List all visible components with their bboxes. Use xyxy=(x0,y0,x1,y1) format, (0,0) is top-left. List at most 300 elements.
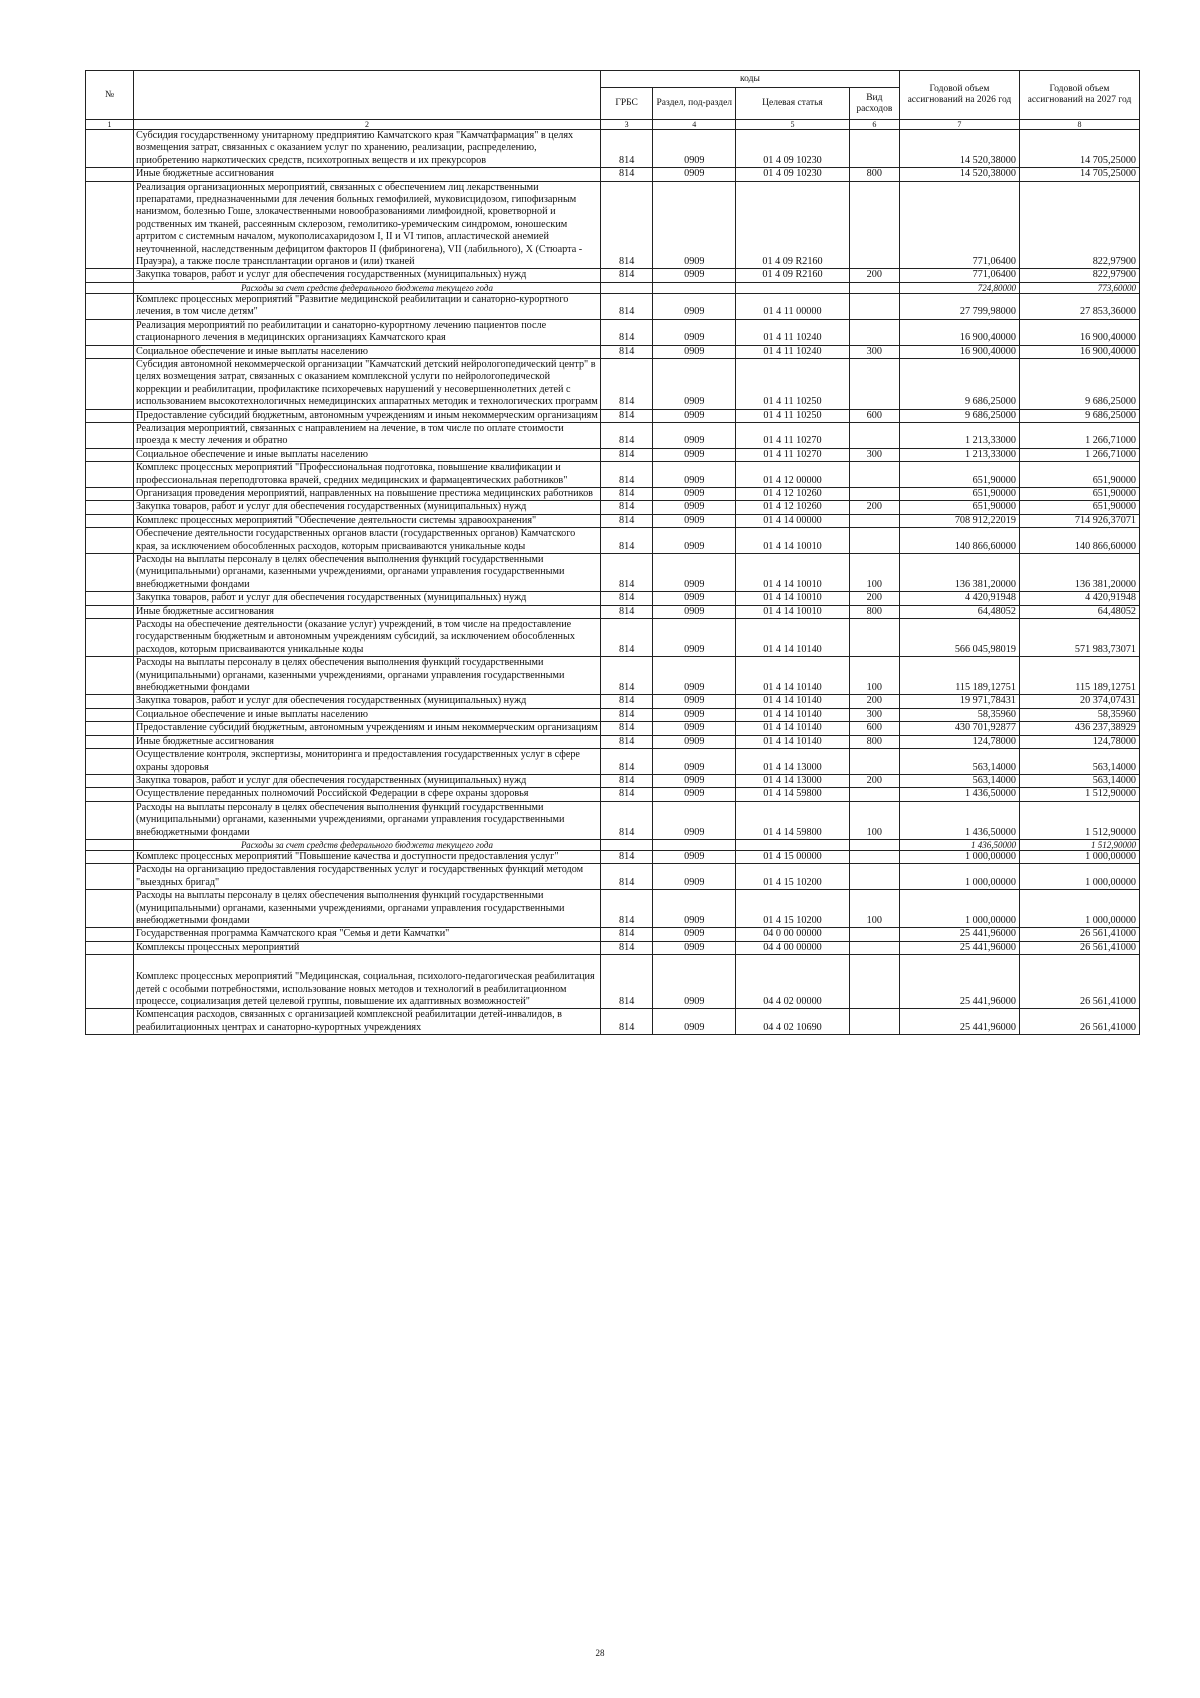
row-type xyxy=(849,282,899,293)
row-amount-2027: 20 374,07431 xyxy=(1019,695,1139,708)
row-amount-2027: 773,60000 xyxy=(1019,282,1139,293)
num-cell xyxy=(86,487,134,500)
row-amount-2027: 115 189,12751 xyxy=(1019,657,1139,695)
row-section: 0909 xyxy=(653,955,736,1009)
row-grbs: 814 xyxy=(600,605,652,618)
row-grbs: 814 xyxy=(600,722,652,735)
row-grbs: 814 xyxy=(600,528,652,554)
row-amount-2027: 1 266,71000 xyxy=(1019,448,1139,461)
header-num: № xyxy=(86,71,134,120)
row-name: Расходы на организацию предоставления государственных услуг и государственных функций методом "выездных бригад" xyxy=(134,864,601,890)
row-amount-2026: 14 520,38000 xyxy=(899,168,1019,181)
row-name: Социальное обеспечение и иные выплаты населению xyxy=(134,708,601,721)
row-grbs: 814 xyxy=(600,168,652,181)
row-amount-2027: 1 512,90000 xyxy=(1019,839,1139,850)
num-cell xyxy=(86,955,134,1009)
row-name: Комплекс процессных мероприятий "Обеспечение деятельности системы здравоохранения" xyxy=(134,514,601,527)
row-grbs: 814 xyxy=(600,293,652,319)
num-cell xyxy=(86,269,134,282)
row-type xyxy=(849,749,899,775)
row-amount-2026: 771,06400 xyxy=(899,181,1019,269)
row-name: Комплексы процессных мероприятий xyxy=(134,941,601,954)
row-section: 0909 xyxy=(653,422,736,448)
row-target: 01 4 14 10140 xyxy=(736,695,849,708)
header-name xyxy=(134,71,601,120)
row-amount-2026: 651,90000 xyxy=(899,487,1019,500)
row-name: Субсидия автономной некоммерческой организации "Камчатский детский нейрологопедический центр" в целях возмещения затрат, связанных с оказанием комплексной услуги по нейрологопедической коррекции и реабилитации, профилактике психоречевых нарушений у несовершеннолетних детей с использованием высокотехнологичных немедицинских аппаратных методик и технологических программ xyxy=(134,358,601,409)
row-section: 0909 xyxy=(653,801,736,839)
row-target: 01 4 11 10240 xyxy=(736,345,849,358)
row-target: 01 4 14 59800 xyxy=(736,788,849,801)
row-target: 01 4 14 10140 xyxy=(736,722,849,735)
row-amount-2027: 9 686,25000 xyxy=(1019,409,1139,422)
table-row xyxy=(86,928,1140,941)
row-name: Расходы на выплаты персоналу в целях обеспечения выполнения функций государственными (муниципальными) органами, казенными учреждениями, органами управления государственными внебюджетными фондами xyxy=(134,554,601,592)
row-grbs: 814 xyxy=(600,181,652,269)
row-target: 01 4 14 10140 xyxy=(736,735,849,748)
row-amount-2027: 563,14000 xyxy=(1019,749,1139,775)
row-target: 01 4 09 10230 xyxy=(736,168,849,181)
header-section: Раздел, под-раздел xyxy=(653,88,736,120)
row-grbs: 814 xyxy=(600,462,652,488)
row-name: Обеспечение деятельности государственных органов власти (государственных органов) Камчатского края, за исключением обособленных расходов, которым присваиваются уникальные коды xyxy=(134,528,601,554)
table-row xyxy=(86,864,1140,890)
row-type xyxy=(849,864,899,890)
row-type: 100 xyxy=(849,801,899,839)
row-amount-2027: 822,97900 xyxy=(1019,181,1139,269)
table-row xyxy=(86,168,1140,181)
row-target: 01 4 15 10200 xyxy=(736,864,849,890)
row-grbs: 814 xyxy=(600,448,652,461)
row-type: 200 xyxy=(849,592,899,605)
num-cell xyxy=(86,850,134,863)
row-name: Комплекс процессных мероприятий "Медицинская, социальная, психолого-педагогическая реабилитация детей с особыми потребностями, использование новых методов и технологий в реабилитационном процессе, социализация детей целевой группы, повышение их адаптивных возможностей" xyxy=(134,955,601,1009)
row-grbs: 814 xyxy=(600,941,652,954)
row-amount-2027: 16 900,40000 xyxy=(1019,345,1139,358)
num-cell xyxy=(86,801,134,839)
row-amount-2027: 26 561,41000 xyxy=(1019,955,1139,1009)
table-row xyxy=(86,462,1140,488)
row-type xyxy=(849,850,899,863)
row-type: 100 xyxy=(849,657,899,695)
num-cell xyxy=(86,462,134,488)
num-cell xyxy=(86,358,134,409)
row-target: 04 0 00 00000 xyxy=(736,928,849,941)
row-name: Закупка товаров, работ и услуг для обеспечения государственных (муниципальных) нужд xyxy=(134,269,601,282)
row-amount-2026: 430 701,92877 xyxy=(899,722,1019,735)
row-name: Организация проведения мероприятий, направленных на повышение престижа медицинских работников xyxy=(134,487,601,500)
header-2026: Годовой объем ассигнований на 2026 год xyxy=(899,71,1019,120)
table-row xyxy=(86,592,1140,605)
row-type xyxy=(849,788,899,801)
row-amount-2027: 1 000,00000 xyxy=(1019,890,1139,928)
table-row xyxy=(86,181,1140,269)
row-name: Реализация мероприятий по реабилитации и санаторно-курортному лечению пациентов после стационарного лечения в медицинских организациях Камчатского края xyxy=(134,319,601,345)
row-section: 0909 xyxy=(653,554,736,592)
row-name: Осуществление контроля, экспертизы, мониторинга и предоставления государственных услуг в сфере охраны здоровья xyxy=(134,749,601,775)
row-target: 01 4 12 10260 xyxy=(736,501,849,514)
row-amount-2027: 651,90000 xyxy=(1019,501,1139,514)
row-grbs: 814 xyxy=(600,514,652,527)
row-amount-2027: 26 561,41000 xyxy=(1019,928,1139,941)
num-cell xyxy=(86,722,134,735)
row-type: 800 xyxy=(849,735,899,748)
row-target: 01 4 11 10250 xyxy=(736,409,849,422)
row-amount-2026: 563,14000 xyxy=(899,749,1019,775)
row-type: 600 xyxy=(849,409,899,422)
row-section: 0909 xyxy=(653,501,736,514)
row-type xyxy=(849,293,899,319)
page-number: 28 xyxy=(595,1648,605,1658)
table-row xyxy=(86,501,1140,514)
row-name: Расходы на выплаты персоналу в целях обеспечения выполнения функций государственными (муниципальными) органами, казенными учреждениями, органами управления государственными внебюджетными фондами xyxy=(134,890,601,928)
num-cell xyxy=(86,890,134,928)
row-amount-2026: 1 436,50000 xyxy=(899,801,1019,839)
row-amount-2027: 26 561,41000 xyxy=(1019,1009,1139,1035)
row-amount-2026: 1 213,33000 xyxy=(899,422,1019,448)
table-row xyxy=(86,269,1140,282)
row-name: Закупка товаров, работ и услуг для обеспечения государственных (муниципальных) нужд xyxy=(134,695,601,708)
row-grbs: 814 xyxy=(600,749,652,775)
row-amount-2027: 1 266,71000 xyxy=(1019,422,1139,448)
row-amount-2026: 651,90000 xyxy=(899,462,1019,488)
row-target: 01 4 12 00000 xyxy=(736,462,849,488)
row-name: Социальное обеспечение и иные выплаты населению xyxy=(134,345,601,358)
row-grbs: 814 xyxy=(600,801,652,839)
num-cell xyxy=(86,514,134,527)
num-cell xyxy=(86,864,134,890)
row-name: Компенсация расходов, связанных с организацией комплексной реабилитации детей-инвалидов, в реабилитационных центрах и санаторно-курортных учреждениях xyxy=(134,1009,601,1035)
table-row xyxy=(86,619,1140,657)
row-name: Комплекс процессных мероприятий "Развитие медицинской реабилитации и санаторно-курортного лечения, в том числе детям" xyxy=(134,293,601,319)
header-target: Целевая статья xyxy=(736,88,849,120)
row-target: 01 4 14 10010 xyxy=(736,605,849,618)
table-row xyxy=(86,774,1140,787)
row-target: 01 4 11 10270 xyxy=(736,448,849,461)
num-cell xyxy=(86,695,134,708)
row-section: 0909 xyxy=(653,605,736,618)
row-name: Социальное обеспечение и иные выплаты населению xyxy=(134,448,601,461)
row-grbs: 814 xyxy=(600,592,652,605)
row-target: 01 4 14 00000 xyxy=(736,514,849,527)
federal-budget-subrow xyxy=(86,839,1140,850)
row-amount-2027: 9 686,25000 xyxy=(1019,358,1139,409)
num-cell xyxy=(86,735,134,748)
col-number: 3 xyxy=(600,120,652,130)
row-section: 0909 xyxy=(653,619,736,657)
row-name: Осуществление переданных полномочий Российской Федерации в сфере охраны здоровья xyxy=(134,788,601,801)
col-number: 5 xyxy=(736,120,849,130)
row-type: 300 xyxy=(849,448,899,461)
table-row xyxy=(86,801,1140,839)
table-row xyxy=(86,735,1140,748)
num-cell xyxy=(86,282,134,293)
row-section: 0909 xyxy=(653,708,736,721)
row-section: 0909 xyxy=(653,941,736,954)
table-row xyxy=(86,293,1140,319)
row-amount-2026: 566 045,98019 xyxy=(899,619,1019,657)
row-section: 0909 xyxy=(653,168,736,181)
row-grbs: 814 xyxy=(600,501,652,514)
row-section: 0909 xyxy=(653,592,736,605)
row-target: 01 4 15 00000 xyxy=(736,850,849,863)
num-cell xyxy=(86,345,134,358)
table-row xyxy=(86,422,1140,448)
num-cell xyxy=(86,181,134,269)
table-row xyxy=(86,554,1140,592)
row-grbs: 814 xyxy=(600,487,652,500)
row-target: 01 4 14 13000 xyxy=(736,749,849,775)
num-cell xyxy=(86,293,134,319)
row-amount-2026: 64,48052 xyxy=(899,605,1019,618)
row-type xyxy=(849,514,899,527)
num-cell xyxy=(86,928,134,941)
num-cell xyxy=(86,941,134,954)
row-grbs: 814 xyxy=(600,319,652,345)
num-cell xyxy=(86,168,134,181)
row-type: 200 xyxy=(849,774,899,787)
row-type xyxy=(849,955,899,1009)
row-amount-2027: 26 561,41000 xyxy=(1019,941,1139,954)
row-target: 01 4 11 10270 xyxy=(736,422,849,448)
row-section xyxy=(653,282,736,293)
row-type: 100 xyxy=(849,554,899,592)
row-amount-2026: 25 441,96000 xyxy=(899,955,1019,1009)
row-type xyxy=(849,181,899,269)
row-type: 800 xyxy=(849,605,899,618)
table-row xyxy=(86,955,1140,1009)
row-amount-2026: 19 971,78431 xyxy=(899,695,1019,708)
row-target: 01 4 11 10240 xyxy=(736,319,849,345)
row-target: 01 4 14 59800 xyxy=(736,801,849,839)
table-row xyxy=(86,487,1140,500)
row-amount-2027: 4 420,91948 xyxy=(1019,592,1139,605)
row-amount-2026: 16 900,40000 xyxy=(899,345,1019,358)
table-row xyxy=(86,605,1140,618)
row-grbs: 814 xyxy=(600,955,652,1009)
row-section: 0909 xyxy=(653,514,736,527)
row-grbs: 814 xyxy=(600,928,652,941)
row-type xyxy=(849,1009,899,1035)
row-amount-2026: 25 441,96000 xyxy=(899,941,1019,954)
budget-document xyxy=(85,70,1140,1035)
row-amount-2026: 724,80000 xyxy=(899,282,1019,293)
row-type: 100 xyxy=(849,890,899,928)
row-amount-2027: 14 705,25000 xyxy=(1019,168,1139,181)
row-section: 0909 xyxy=(653,409,736,422)
row-amount-2026: 25 441,96000 xyxy=(899,1009,1019,1035)
row-amount-2026: 14 520,38000 xyxy=(899,130,1019,168)
row-type xyxy=(849,528,899,554)
row-type: 200 xyxy=(849,695,899,708)
num-cell xyxy=(86,409,134,422)
row-type xyxy=(849,941,899,954)
row-target: 01 4 14 10140 xyxy=(736,657,849,695)
row-grbs xyxy=(600,282,652,293)
row-grbs: 814 xyxy=(600,130,652,168)
row-section: 0909 xyxy=(653,487,736,500)
row-name: Расходы за счет средств федерального бюджета текущего года xyxy=(134,282,601,293)
row-grbs: 814 xyxy=(600,708,652,721)
row-amount-2027: 822,97900 xyxy=(1019,269,1139,282)
row-type: 300 xyxy=(849,345,899,358)
row-type xyxy=(849,839,899,850)
table-row xyxy=(86,319,1140,345)
row-target: 01 4 14 10010 xyxy=(736,528,849,554)
num-cell xyxy=(86,619,134,657)
row-type: 200 xyxy=(849,501,899,514)
table-row xyxy=(86,130,1140,168)
table-row xyxy=(86,695,1140,708)
row-grbs: 814 xyxy=(600,422,652,448)
row-target: 01 4 14 10140 xyxy=(736,708,849,721)
row-type xyxy=(849,422,899,448)
row-grbs xyxy=(600,839,652,850)
row-name: Государственная программа Камчатского края "Семья и дети Камчатки" xyxy=(134,928,601,941)
num-cell xyxy=(86,130,134,168)
row-name: Закупка товаров, работ и услуг для обеспечения государственных (муниципальных) нужд xyxy=(134,592,601,605)
row-section: 0909 xyxy=(653,928,736,941)
row-section xyxy=(653,839,736,850)
row-section: 0909 xyxy=(653,695,736,708)
row-section: 0909 xyxy=(653,864,736,890)
row-name: Комплекс процессных мероприятий "Повышение качества и доступности предоставления услуг" xyxy=(134,850,601,863)
row-amount-2027: 571 983,73071 xyxy=(1019,619,1139,657)
row-type xyxy=(849,928,899,941)
row-amount-2026: 1 436,50000 xyxy=(899,788,1019,801)
row-grbs: 814 xyxy=(600,788,652,801)
row-amount-2026: 115 189,12751 xyxy=(899,657,1019,695)
row-grbs: 814 xyxy=(600,1009,652,1035)
table-row xyxy=(86,528,1140,554)
num-cell xyxy=(86,605,134,618)
num-cell xyxy=(86,554,134,592)
row-name: Закупка товаров, работ и услуг для обеспечения государственных (муниципальных) нужд xyxy=(134,774,601,787)
row-amount-2027: 563,14000 xyxy=(1019,774,1139,787)
table-row xyxy=(86,1009,1140,1035)
table-row xyxy=(86,722,1140,735)
row-type: 300 xyxy=(849,708,899,721)
header-2027: Годовой объем ассигнований на 2027 год xyxy=(1019,71,1139,120)
row-amount-2026: 27 799,98000 xyxy=(899,293,1019,319)
num-cell xyxy=(86,1009,134,1035)
table-row xyxy=(86,749,1140,775)
row-section: 0909 xyxy=(653,319,736,345)
row-amount-2027: 27 853,36000 xyxy=(1019,293,1139,319)
row-amount-2027: 1 000,00000 xyxy=(1019,850,1139,863)
row-target: 04 4 00 00000 xyxy=(736,941,849,954)
row-target: 01 4 14 10140 xyxy=(736,619,849,657)
table-row xyxy=(86,708,1140,721)
row-target: 04 4 02 00000 xyxy=(736,955,849,1009)
row-amount-2027: 714 926,37071 xyxy=(1019,514,1139,527)
row-grbs: 814 xyxy=(600,554,652,592)
row-grbs: 814 xyxy=(600,864,652,890)
row-amount-2027: 436 237,38929 xyxy=(1019,722,1139,735)
row-amount-2026: 1 000,00000 xyxy=(899,890,1019,928)
row-section: 0909 xyxy=(653,130,736,168)
num-cell xyxy=(86,749,134,775)
row-section: 0909 xyxy=(653,462,736,488)
num-cell xyxy=(86,448,134,461)
row-amount-2027: 14 705,25000 xyxy=(1019,130,1139,168)
row-amount-2027: 651,90000 xyxy=(1019,462,1139,488)
num-cell xyxy=(86,708,134,721)
row-section: 0909 xyxy=(653,345,736,358)
num-cell xyxy=(86,839,134,850)
row-name: Расходы на обеспечение деятельности (оказание услуг) учреждений, в том числе на предоставление государственным бюджетным и автономным учреждениям субсидий, за исключением обособленных расходов, которым присваиваются уникальные коды xyxy=(134,619,601,657)
row-amount-2026: 9 686,25000 xyxy=(899,358,1019,409)
row-grbs: 814 xyxy=(600,345,652,358)
row-name: Реализация мероприятий, связанных с направлением на лечение, в том числе по оплате стоимости проезда к месту лечения и обратно xyxy=(134,422,601,448)
row-type xyxy=(849,619,899,657)
row-amount-2026: 1 000,00000 xyxy=(899,850,1019,863)
row-amount-2026: 9 686,25000 xyxy=(899,409,1019,422)
table-row xyxy=(86,890,1140,928)
col-number: 7 xyxy=(899,120,1019,130)
row-amount-2026: 708 912,22019 xyxy=(899,514,1019,527)
row-name: Иные бюджетные ассигнования xyxy=(134,605,601,618)
header-codes: коды xyxy=(600,71,899,88)
row-amount-2027: 1 512,90000 xyxy=(1019,801,1139,839)
row-amount-2026: 140 866,60000 xyxy=(899,528,1019,554)
row-grbs: 814 xyxy=(600,695,652,708)
row-type xyxy=(849,358,899,409)
federal-budget-subrow xyxy=(86,282,1140,293)
row-section: 0909 xyxy=(653,657,736,695)
row-amount-2027: 124,78000 xyxy=(1019,735,1139,748)
row-target: 01 4 12 10260 xyxy=(736,487,849,500)
row-name: Предоставление субсидий бюджетным, автономным учреждениям и иным некоммерческим организациям xyxy=(134,409,601,422)
row-type: 800 xyxy=(849,168,899,181)
row-amount-2027: 1 000,00000 xyxy=(1019,864,1139,890)
row-name: Реализация организационных мероприятий, связанных с обеспечением лиц лекарственными препаратами, предназначенными для лечения больных гемофилией, муковисцидозом, гипофизарным нанизмом, болезнью Гоше, злокачественными новообразованиями лимфоидной, кроветворной и родственных им тканей, рассеянным склерозом, гемолитико-уремическим синдромом, юношеским артритом с системным началом, мукополисахаридозом I, II и VI типов, апластической анемией неуточненной, наследственным дефицитом факторов II (фибриногена), VII (лабильного), X (Стюарта - Прауэра), а также после трансплантации органов и (или) тканей xyxy=(134,181,601,269)
row-amount-2026: 124,78000 xyxy=(899,735,1019,748)
row-name: Комплекс процессных мероприятий "Профессиональная подготовка, повышение квалификации и профессиональная переподготовка врачей, средних медицинских и фармацевтических работников" xyxy=(134,462,601,488)
row-grbs: 814 xyxy=(600,890,652,928)
table-row xyxy=(86,345,1140,358)
row-target: 01 4 09 10230 xyxy=(736,130,849,168)
num-cell xyxy=(86,319,134,345)
row-target: 01 4 09 R2160 xyxy=(736,269,849,282)
table-row xyxy=(86,657,1140,695)
row-amount-2027: 651,90000 xyxy=(1019,487,1139,500)
table-body xyxy=(86,130,1140,1035)
row-amount-2026: 563,14000 xyxy=(899,774,1019,787)
row-target: 01 4 14 10010 xyxy=(736,554,849,592)
table-row xyxy=(86,788,1140,801)
row-target xyxy=(736,839,849,850)
table-row xyxy=(86,514,1140,527)
header-type: Вид расходов xyxy=(849,88,899,120)
column-numbers-row xyxy=(86,120,1140,130)
row-section: 0909 xyxy=(653,774,736,787)
row-amount-2026: 1 213,33000 xyxy=(899,448,1019,461)
row-type xyxy=(849,319,899,345)
row-name: Иные бюджетные ассигнования xyxy=(134,168,601,181)
row-amount-2027: 1 512,90000 xyxy=(1019,788,1139,801)
row-name: Расходы за счет средств федерального бюджета текущего года xyxy=(134,839,601,850)
col-number: 4 xyxy=(653,120,736,130)
row-type xyxy=(849,487,899,500)
row-target: 01 4 11 10250 xyxy=(736,358,849,409)
row-amount-2026: 16 900,40000 xyxy=(899,319,1019,345)
num-cell xyxy=(86,528,134,554)
num-cell xyxy=(86,592,134,605)
row-amount-2026: 1 436,50000 xyxy=(899,839,1019,850)
table-row xyxy=(86,409,1140,422)
row-grbs: 814 xyxy=(600,358,652,409)
